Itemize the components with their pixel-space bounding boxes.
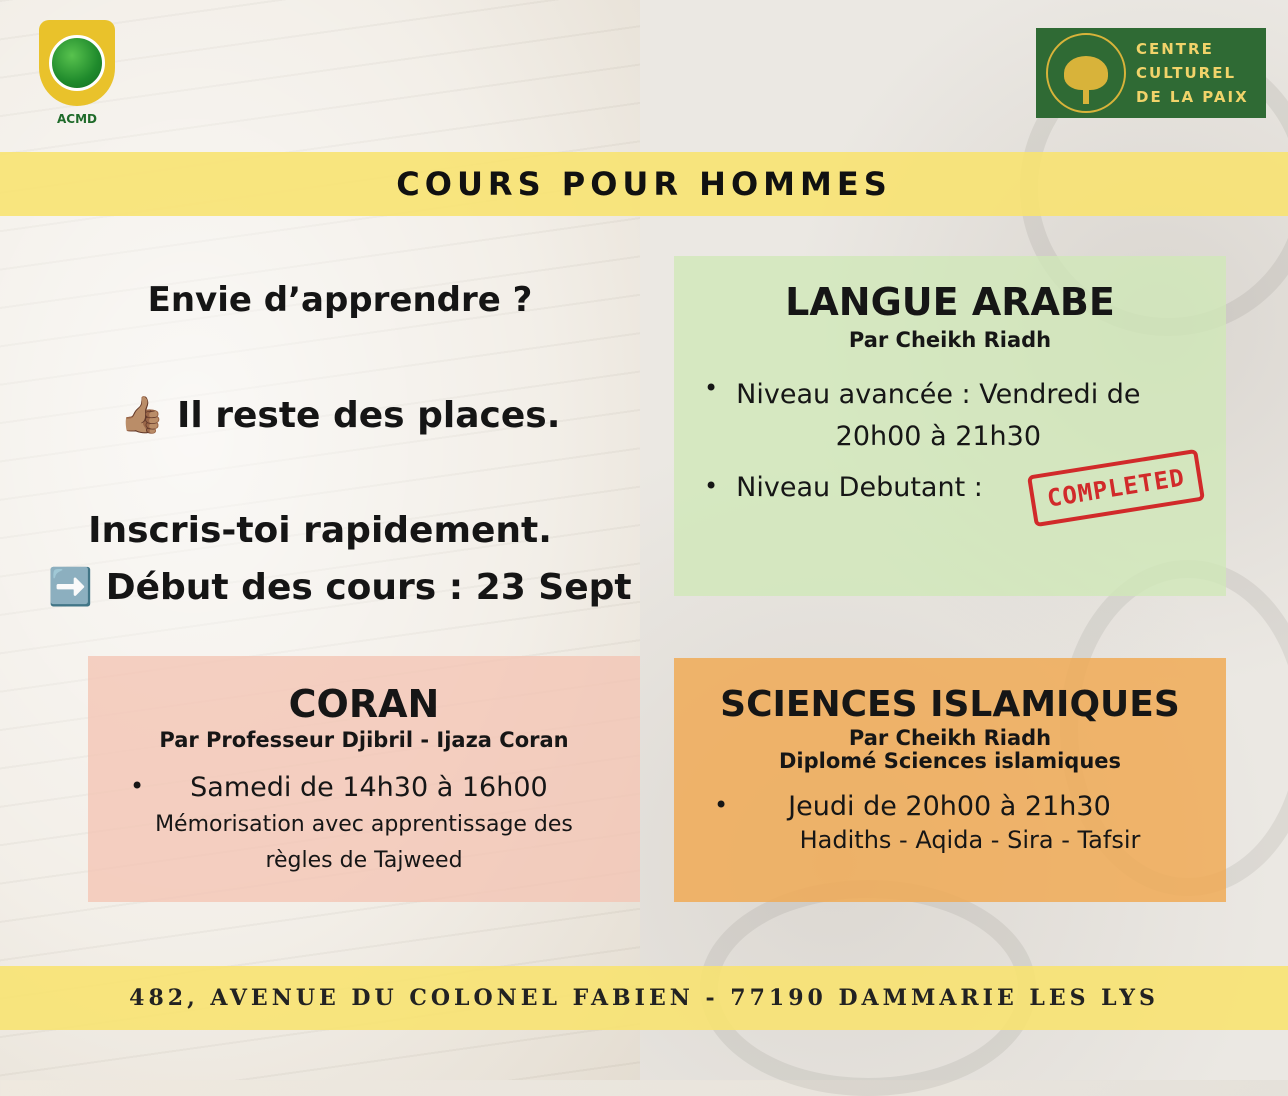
- card-coran-description-line-b: règles de Tajweed: [265, 848, 463, 873]
- card-coran-teacher: Par Professeur Djibril - Ijaza Coran: [159, 728, 569, 752]
- completed-stamp: COMPLETED: [1027, 449, 1205, 527]
- address-text: 482, AVENUE DU COLONEL FABIEN - 77190 DAMMARIE LES LYS: [129, 985, 1159, 1011]
- card-arabe-teacher: Par Cheikh Riadh: [848, 328, 1052, 352]
- card-coran-bullet-1: • Samedi de 14h30 à 16h00: [130, 772, 548, 803]
- acmd-logo-label: ACMD: [57, 112, 97, 126]
- olive-tree-icon: [1046, 33, 1126, 113]
- centre-culturel-logo: [1036, 28, 1266, 118]
- centre-logo-line-1: CENTRE: [1136, 40, 1214, 58]
- card-coran-description: [88, 807, 640, 879]
- centre-logo-line-3: DE LA PAIX: [1136, 88, 1249, 106]
- pitch-line-4: [0, 566, 690, 608]
- centre-logo-line-2: CULTUREL: [1136, 64, 1237, 82]
- page-title: COURS POUR HOMMES: [396, 165, 892, 203]
- card-coran-title: CORAN: [288, 682, 440, 726]
- acmd-logo: [36, 20, 118, 130]
- card-coran-description-line-a: Mémorisation avec apprentissage des: [155, 812, 573, 837]
- pitch-line-4-text: Début des cours : 23 Sept: [105, 567, 632, 608]
- card-sciences-islamiques: [674, 658, 1226, 902]
- arrow-right-icon: ➡️: [48, 567, 94, 608]
- card-sciences-diploma: Diplomé Sciences islamiques: [778, 749, 1122, 773]
- mosque-dome-icon: [39, 20, 115, 106]
- card-arabe-bullet-1-line-a: Niveau avancée : Vendredi de: [736, 379, 1141, 410]
- address-band: [0, 966, 1288, 1030]
- card-sciences-bullet-1: • Jeudi de 20h00 à 21h30: [714, 791, 1111, 822]
- card-sciences-topics: Hadiths - Aqida - Sira - Tafsir: [799, 826, 1141, 854]
- card-coran: [88, 656, 640, 902]
- card-arabe-bullet-1-line-b: 20h00 à 21h30: [835, 421, 1042, 452]
- pitch-line-1: Envie d’apprendre ?: [147, 280, 533, 320]
- card-coran-bullet-1-text: Samedi de 14h30 à 16h00: [190, 772, 548, 803]
- card-sciences-bullet-1-text: Jeudi de 20h00 à 21h30: [788, 791, 1111, 822]
- card-arabe-bullet-2: • Niveau Debutant :: [704, 472, 983, 503]
- card-arabe-bullet-1: • Niveau avancée : Vendredi de 20h00 à 21h30: [704, 374, 1226, 458]
- title-band: [0, 152, 1288, 216]
- card-sciences-teacher: Par Cheikh Riadh: [848, 726, 1052, 750]
- pitch-line-2-text: Il reste des places.: [176, 395, 561, 436]
- card-arabe-bullet-2-text: Niveau Debutant :: [736, 472, 983, 503]
- card-langue-arabe: [674, 256, 1226, 596]
- thumbs-up-icon: 👍🏽: [119, 395, 165, 436]
- card-sciences-title: SCIENCES ISLAMIQUES: [720, 684, 1180, 725]
- pitch-line-3: Inscris-toi rapidement.: [88, 510, 552, 551]
- card-arabe-title: LANGUE ARABE: [785, 280, 1115, 324]
- pitch-line-2: [0, 394, 690, 436]
